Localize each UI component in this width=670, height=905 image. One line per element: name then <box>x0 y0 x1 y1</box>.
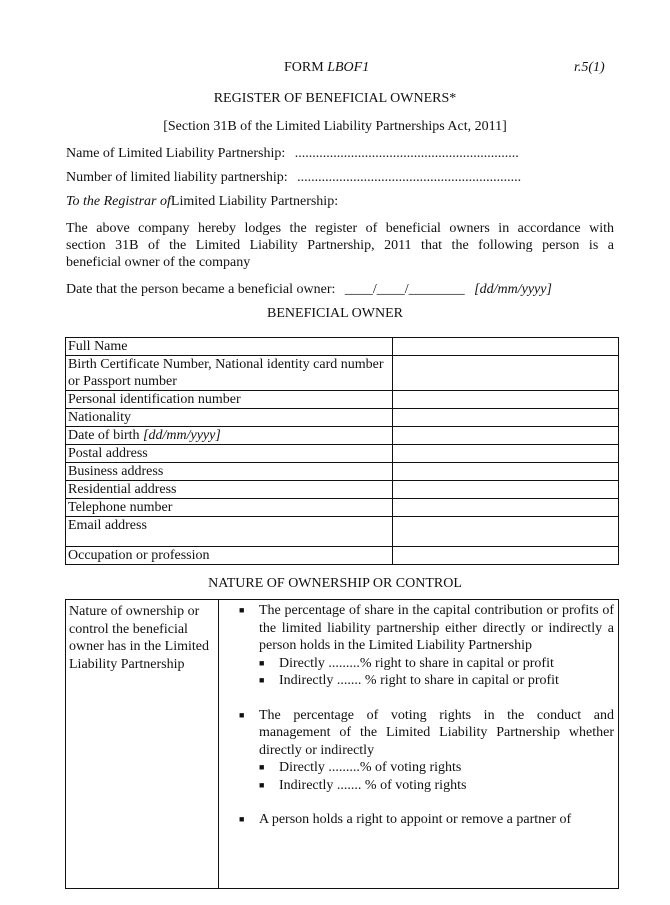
table-row <box>66 338 619 356</box>
date-format: [dd/mm/yyyy] <box>474 282 552 297</box>
list-item: ■ The percentage of share in the capital contribution or profits of the limited liability partnership either directly or indirectly a person holds in the Limited Liability Partnership <box>239 603 614 653</box>
bullet-icon: ■ <box>239 814 245 824</box>
list-item: ■ Directly .........% right to share in capital or profit <box>259 655 554 671</box>
row-label: Personal identification number <box>66 391 393 409</box>
table-row <box>66 463 619 481</box>
date-blanks[interactable]: ____/____/________ <box>344 282 465 297</box>
table-row <box>66 499 619 517</box>
table-row <box>66 547 619 565</box>
row-label: Email address <box>66 517 393 547</box>
ownership-heading: NATURE OF OWNERSHIP OR CONTROL <box>208 576 462 591</box>
form-title: FORM LBOF1 <box>284 60 370 75</box>
rule-reference: r.5(1) <box>574 60 605 75</box>
bullet-icon: ■ <box>259 779 265 790</box>
value-cell[interactable] <box>393 338 619 356</box>
row-label: Business address <box>66 463 393 481</box>
value-cell[interactable] <box>393 356 619 391</box>
table-row <box>66 481 619 499</box>
addressee: To the Registrar ofLimited Liability Partnership: <box>66 194 339 209</box>
ownership-details <box>219 600 619 889</box>
llp-number-label: Number of limited liability partnership: <box>66 170 288 185</box>
section-reference: [Section 31B of the Limited Liability Partnerships Act, 2011] <box>163 119 507 134</box>
value-cell[interactable] <box>393 463 619 481</box>
value-cell[interactable] <box>393 445 619 463</box>
row-label: Nationality <box>66 409 393 427</box>
declaration-line-3: beneficial owner of the company <box>66 255 251 270</box>
register-title: REGISTER OF BENEFICIAL OWNERS* <box>213 91 457 106</box>
llp-name-line <box>66 145 519 163</box>
table-row <box>66 409 619 427</box>
list-item: ■ Directly .........% of voting rights <box>259 760 462 775</box>
list-item: ■ Indirectly ....... % of voting rights <box>259 777 467 793</box>
bullet-icon: ■ <box>239 709 245 720</box>
llp-name-field[interactable]: ................................................................ <box>294 146 519 161</box>
beneficial-owner-table <box>65 337 619 565</box>
beneficial-owner-heading: BENEFICIAL OWNER <box>267 306 403 321</box>
value-cell[interactable] <box>393 481 619 499</box>
value-cell[interactable] <box>393 409 619 427</box>
bullet-icon: ■ <box>239 605 245 615</box>
list-item: ■ A person holds a right to appoint or remove a partner of <box>239 812 572 827</box>
row-label: Date of birth [dd/mm/yyyy] <box>66 427 393 445</box>
llp-number-field[interactable]: ................................................................ <box>297 170 522 185</box>
date-label: Date that the person became a beneficial owner: <box>66 282 336 297</box>
bullet-icon: ■ <box>259 657 265 668</box>
table-row <box>66 600 619 889</box>
value-cell[interactable] <box>393 427 619 445</box>
bullet-icon: ■ <box>259 675 265 685</box>
table-row <box>66 517 619 547</box>
row-label: Postal address <box>66 445 393 463</box>
row-label: Birth Certificate Number, National identity card number or Passport number <box>66 356 393 391</box>
date-line <box>66 281 552 299</box>
value-cell[interactable] <box>393 391 619 409</box>
list-item: ■ The percentage of voting rights in the conduct and management of the Limited Liability Partnership whether directly or indirectly <box>239 707 614 758</box>
llp-number-line <box>66 169 521 187</box>
value-cell[interactable] <box>393 547 619 565</box>
row-label: Full Name <box>66 338 393 356</box>
table-row <box>66 445 619 463</box>
declaration-line-1: The above company hereby lodges the register of beneficial owners in accordance with <box>66 221 614 236</box>
llp-name-label: Name of Limited Liability Partnership: <box>66 146 286 161</box>
list-item: ■ Indirectly ....... % right to share in capital or profit <box>259 673 559 688</box>
table-row <box>66 391 619 409</box>
row-label: Residential address <box>66 481 393 499</box>
value-cell[interactable] <box>393 499 619 517</box>
row-label: Telephone number <box>66 499 393 517</box>
table-row <box>66 356 619 391</box>
table-row <box>66 427 619 445</box>
bullet-icon: ■ <box>259 762 265 772</box>
ownership-label: Nature of ownership or control the beneficial owner has in the Limited Liability Partnership <box>66 600 219 889</box>
declaration-line-2: section 31B of the Limited Liability Partnership, 2011 that the following person is a <box>66 238 614 253</box>
value-cell[interactable] <box>393 517 619 547</box>
row-label: Occupation or profession <box>66 547 393 565</box>
ownership-table <box>65 599 619 889</box>
